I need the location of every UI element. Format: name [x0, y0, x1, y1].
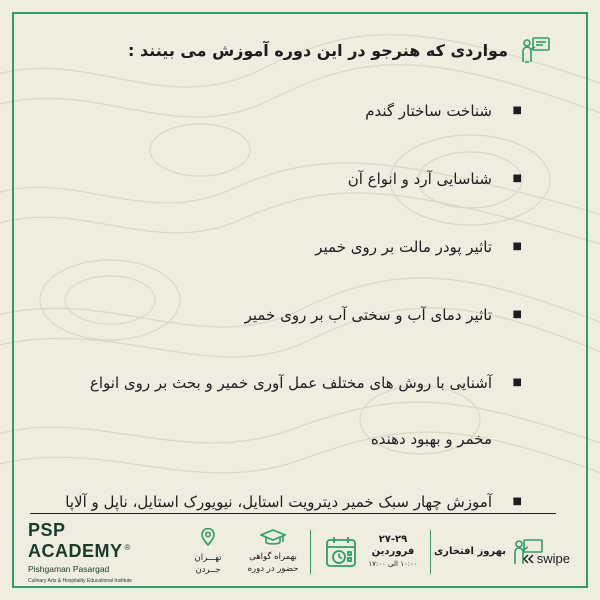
- certificate-line1: بهمراه گواهی: [249, 552, 297, 562]
- location-pin-icon: [200, 528, 216, 546]
- chevron-double-left-icon: [523, 554, 535, 564]
- bullet-icon: ■: [512, 309, 522, 320]
- bullet-icon: ■: [512, 241, 522, 252]
- list-item-text: شناخت ساختار گندم: [365, 102, 492, 120]
- certificate: [240, 520, 306, 584]
- list-item: [52, 368, 522, 467]
- bullet-icon: ■: [512, 496, 522, 507]
- page-title: مواردی که هنرجو در این دوره آموزش می بینند :: [128, 40, 508, 60]
- list-item-text: شناسایی آرد و انواع آن: [347, 170, 492, 188]
- swipe-hint: [523, 551, 570, 566]
- bullet-icon: ■: [512, 105, 522, 116]
- date-time: ۱۰:۰۰ الی ۱۷:۰۰: [368, 560, 418, 568]
- location-city: تهـــران: [194, 553, 222, 563]
- footer: [18, 520, 582, 584]
- footer-divider: [30, 513, 556, 514]
- header: [52, 30, 552, 70]
- date-days: ۲۷-۲۹: [378, 534, 408, 545]
- bullet-icon: ■: [512, 377, 522, 388]
- schedule: [316, 520, 426, 584]
- list-item: [52, 96, 522, 139]
- brand-tagline: Culinary Arts & Hospitality Educational Institute: [28, 578, 132, 584]
- swipe-label: swipe: [536, 551, 570, 566]
- calendar-clock-icon: [324, 534, 360, 570]
- list-item-text: تاثیر دمای آب و سختی آب بر روی خمیر: [244, 306, 492, 324]
- location-area: جــردن: [195, 565, 221, 575]
- brand: [28, 520, 158, 584]
- graduation-cap-icon: [260, 529, 286, 547]
- bullet-icon: ■: [512, 173, 522, 184]
- footer-separator: [430, 530, 431, 574]
- schedule-text: [368, 534, 417, 570]
- list-item: [52, 164, 522, 207]
- list-item: [52, 232, 522, 275]
- brand-name: PSP ACADEMY ®: [28, 520, 131, 561]
- location: [178, 520, 238, 584]
- list-item: [52, 300, 522, 343]
- date-month: فروردین: [371, 546, 415, 557]
- instructor-name: بهروز افتخاری: [434, 546, 506, 557]
- list-item-text: آموزش چهار سبک خمیر دیترویت استایل، نیویورک استایل، ناپل و آلاپا: [65, 493, 492, 511]
- list-item-text: آشنایی با روش های مختلف عمل آوری خمیر و بحث بر روی انواع مخمر و بهبود دهنده: [89, 374, 492, 448]
- certificate-line2: حضور در دوره: [247, 564, 299, 574]
- teacher-board-icon: [520, 34, 552, 66]
- brand-subtitle: Pishgaman Pasargad: [28, 564, 110, 574]
- footer-separator: [310, 530, 311, 574]
- bullet-list: [52, 96, 522, 530]
- list-item-text: تاثیر پودر مالت بر روی خمیر: [315, 238, 492, 256]
